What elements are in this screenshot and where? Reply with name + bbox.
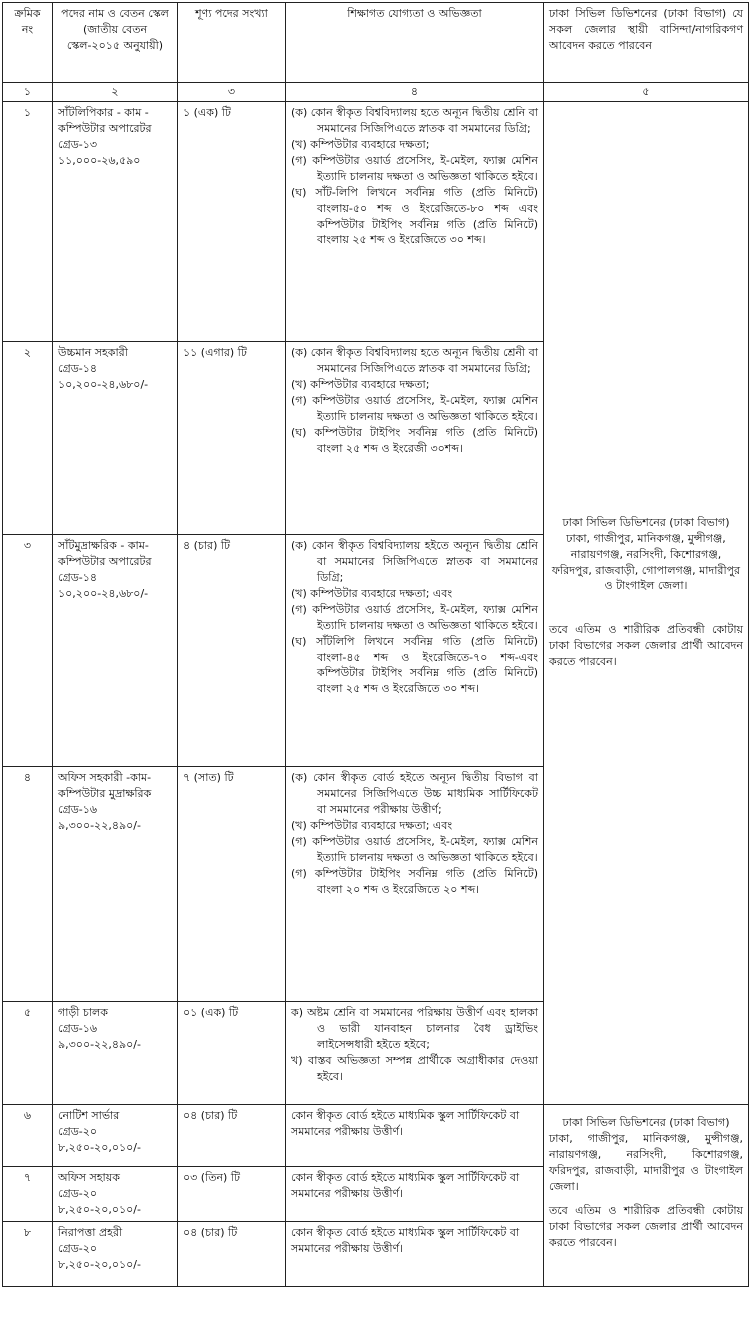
qualifications-cell [286,1166,544,1221]
eligibility-note: তবে এতিম ও শারীরিক প্রতিবন্ধী কোটায় ঢাকা বিভাগের সকল জেলার প্রার্থী আবেদন করতে পারবেন। [549,1203,743,1249]
post-name: উচ্চমান সহকারী [58,345,128,359]
qualification-item: (ক) কোন স্বীকৃত বিশ্ববিদ্যালয় হতে অন্যূন দ্বিতীয় শ্রেনি বা সমমানের সিজিপিএতে স্নাতক বা সমমানের ডিগ্রি; [291,105,538,135]
post-scale: ৮,২৫০-২০,০১০/- [58,1202,141,1216]
eligibility-title: ঢাকা সিভিল ডিভিশনের (ঢাকা বিভাগ) [562,1115,730,1129]
column-number: ৫ [544,83,749,102]
header-post-scale: (জাতীয় বেতন স্কেল-২০১৫ অনুযায়ী) [66,22,164,52]
qualification-item: (গ) কম্পিউটার ওয়ার্ড প্রসেসিং, ই-মেইল, ফ্যাক্স মেশিন ইত্যাদি চালনায় দক্ষতা ও অভিজ্ঞতা থাকিতে হইবে। [291,153,538,183]
qualification-item: (ক) কোন স্বীকৃত বোর্ড হইতে অন্যূন দ্বিতীয় বিভাগ বা সমমানের সিজিপিএতে উচ্চ মাধ্যমিক সার্টিফিকেট বা সমমানের পরীক্ষায় উত্তীর্ণ; [291,770,538,816]
post-cell [53,1104,178,1166]
qualification-item: (খ) কম্পিউটার ব্যবহারে দক্ষতা; [291,137,430,151]
qualification-item: (খ) কম্পিউটার ব্যবহারে দক্ষতা; এবং [291,818,453,832]
qualification-item: (খ) কম্পিউটার ব্যবহারে দক্ষতা; [291,377,430,391]
post-grade: গ্রেড-১৩ [58,137,98,151]
column-number: ৩ [178,83,286,102]
vacancies-cell: ০৪ (চার) টি [178,1221,286,1286]
qualifications-cell [286,1001,544,1104]
post-name: নোটিশ সার্ভার [58,1108,120,1122]
qualifications-cell [286,341,544,534]
serial-cell: ৪ [3,766,53,1001]
header-serial: ক্রমিক নং [3,3,53,83]
qualification-item: (গ) কম্পিউটার ওয়ার্ড প্রসেসিং, ই-মেইল, ফ্যাক্স মেশিন ইত্যাদি চালনায় দক্ষতা ও অভিজ্ঞতা থাকিতে হইবে। [291,834,538,864]
qualification-item: (ক) কোন স্বীকৃত বিশ্ববিদ্যালয় হতে অন্যূন দ্বিতীয় শ্রেনী বা সমমানের সিজিপিএতে স্নাতক বা সমমানের ডিগ্রি; [291,345,538,375]
header-qualifications: শিক্ষাগত যোগ্যতা ও অভিজ্ঞতা [286,3,544,83]
post-cell [53,1221,178,1286]
post-scale: ১০,২০০-২৪,৬৮০/- [58,377,149,391]
serial-cell: ৮ [3,1221,53,1286]
vacancies-cell: ০১ (এক) টি [178,1001,286,1104]
vacancies-cell: ০৩ (তিন) টি [178,1166,286,1221]
qualification-item: (ঘ) কম্পিউটার টাইপিং সর্বনিম্ন গতি (প্রতি মিনিটে) বাংলা ২৫ শব্দ ও ইংরেজী ৩০শব্দ। [291,425,538,455]
post-cell [53,766,178,1001]
header-post [53,3,178,83]
table-row [3,101,749,341]
qualification-item: (গ) কম্পিউটার ওয়ার্ড প্রসেসিং, ই-মেইল, ফ্যাক্স মেশিন ইত্যাদি চালনায় দক্ষতা ও অভিজ্ঞতা থাকিতে হইবে। [291,393,538,423]
post-scale: ৯,৩০০-২২,৪৯০/- [58,1037,141,1051]
qualifications-cell [286,534,544,766]
header-eligibility: ঢাকা সিভিল ডিভিশনের (ঢাকা বিভাগ) যে সকল জেলার স্থায়ী বাসিন্দা/নাগরিকগণ আবেদন করতে পারবেন [544,3,749,83]
serial-cell: ২ [3,341,53,534]
eligibility-cell [544,101,749,1104]
post-grade: গ্রেড-১৬ [58,802,98,816]
post-cell [53,534,178,766]
post-cell [53,1166,178,1221]
header-post-title: পদের নাম ও বেতন স্কেল [61,7,169,20]
vacancies-cell: ০৪ (চার) টি [178,1104,286,1166]
header-row [3,3,749,83]
post-cell [53,1001,178,1104]
serial-cell: ১ [3,101,53,341]
post-grade: গ্রেড-২০ [58,1124,98,1138]
post-grade: গ্রেড-২০ [58,1186,98,1200]
serial-cell: ৫ [3,1001,53,1104]
qualification-item: (ক) কোন স্বীকৃত বিশ্ববিদ্যালয় হইতে অন্যূন দ্বিতীয় শ্রেনি বা সমমানের সিজিপিএতে স্নাতক বা সমমানের ডিগ্রি; [291,538,538,584]
qualification-item: (ঘ) সাঁটলিপি লিখনে সর্বনিম্ন গতি (প্রতি মিনিটে) বাংলা-৪৫ শব্দ ও ইংরেজিতে-৭০ শব্দ-এবং কম্পিউটার টাইপিং সর্বনিম্ন গতি (প্রতি মিনিটে) বাংলা ২৫ শব্দ ও ইংরেজিতে ৩০ শব্দ। [291,634,538,696]
qualifications-cell [286,766,544,1001]
vacancies-cell: ৪ (চার) টি [178,534,286,766]
post-scale: ১১,০০০-২৬,৫৯০ [58,153,141,167]
post-grade: গ্রেড-১৬ [58,1021,98,1035]
post-scale: ৮,২৫০-২০,০১০/- [58,1140,141,1154]
post-name: নিরাপত্তা প্রহরী [58,1225,123,1239]
serial-cell: ৭ [3,1166,53,1221]
qualification-item: খ) বাস্তব অভিজ্ঞতা সম্পন্ন প্রার্থীকে অগ্রাধীকার দেওয়া হইবে। [291,1053,538,1083]
column-number: ৪ [286,83,544,102]
post-scale: ৮,২৫০-২০,০১০/- [58,1257,141,1271]
vacancy-table [2,2,749,1287]
column-number-row [3,83,749,102]
column-number: ২ [53,83,178,102]
vacancies-cell: ১ (এক) টি [178,101,286,341]
post-name: অফিস সহায়ক [58,1170,120,1184]
qualification-item: (ঘ) সাঁট-লিপি লিখনে সর্বনিম্ন গতি (প্রতি মিনিটে) বাংলায়-৫০ শব্দ ও ইংরেজিতে-৮০ শব্দ এবং কম্পিউটার টাইপিং সর্বনিম্ন গতি (প্রতি মিনিটে) বাংলায় ২৫ শব্দ ও ইংরেজিতে ৩০ শব্দ। [291,185,538,247]
post-cell [53,341,178,534]
post-grade: গ্রেড-২০ [58,1241,98,1255]
eligibility-districts: ঢাকা, গাজীপুর, মানিকগঞ্জ, মুন্সীগঞ্জ, নারায়ণগঞ্জ, নরসিংদী, কিশোরগঞ্জ, ফরিদপুর, রাজবাড়ী, মাদারীপুর ও টাংগাইল জেলা। [549,1131,743,1193]
post-name: সাঁটলিপিকার - কাম - কম্পিউটার অপারেটর [58,105,152,135]
header-vacancies: শূণ্য পদের সংখ্যা [178,3,286,83]
table-row [3,1104,749,1166]
eligibility-note: তবে এতিম ও শারীরিক প্রতিবন্ধী কোটায় ঢাকা বিভাগের সকল জেলার প্রার্থী আবেদন করতে পারবেন। [549,623,743,669]
eligibility-districts: ঢাকা, গাজীপুর, মানিকগঞ্জ, মুন্সীগঞ্জ, নারায়ণগঞ্জ, নরসিংদী, কিশোরগঞ্জ, ফরিদপুর, রাজবাড়ী, গোপালগঞ্জ, মাদারীপুর ও টাংগাইল জেলা। [551,531,741,593]
qualification-item: কোন স্বীকৃত বোর্ড হইতে মাধ্যমিক স্কুল সার্টিফিকেট বা সমমানের পরীক্ষায় উত্তীর্ণ। [291,1170,520,1200]
eligibility-title: ঢাকা সিভিল ডিভিশনের (ঢাকা বিভাগ) [562,515,730,529]
post-scale: ১০,২০০-২৪,৬৮০/- [58,586,149,600]
post-name: সাঁটমুদ্রাক্ষরিক - কাম- কম্পিউটার অপারেটর [58,538,152,568]
vacancies-cell: ১১ (এগার) টি [178,341,286,534]
post-cell [53,101,178,341]
serial-cell: ৩ [3,534,53,766]
post-name: অফিস সহকারী -কাম- কম্পিউটার মুদ্রাক্ষরিক [58,770,152,800]
column-number: ১ [3,83,53,102]
serial-cell: ৬ [3,1104,53,1166]
post-name: গাড়ী চালক [58,1005,108,1019]
qualifications-cell [286,1104,544,1166]
qualification-item: (গ) কম্পিউটার ওয়ার্ড প্রসেসিং, ই-মেইল, ফ্যাক্স মেশিন ইত্যাদি চালনায় দক্ষতা ও অভিজ্ঞতা থাকিতে হইবে। [291,602,538,632]
qualification-item: কোন স্বীকৃত বোর্ড হইতে মাধ্যমিক স্কুল সার্টিফিকেট বা সমমানের পরীক্ষায় উত্তীর্ণ। [291,1108,520,1138]
post-scale: ৯,৩০০-২২,৪৯০/- [58,818,141,832]
qualification-item: (খ) কম্পিউটার ব্যবহারে দক্ষতা; এবং [291,586,453,600]
qualification-item: (গ) কম্পিউটার টাইপিং সর্বনিম্ন গতি (প্রতি মিনিটে) বাংলা ২০ শব্দ ও ইংরেজিতে ২০ শব্দ। [291,866,538,896]
vacancies-cell: ৭ (সাত) টি [178,766,286,1001]
post-grade: গ্রেড-১৪ [58,361,98,375]
qualification-item: কোন স্বীকৃত বোর্ড হইতে মাধ্যমিক স্কুল সার্টিফিকেট বা সমমানের পরীক্ষায় উত্তীর্ণ। [291,1225,520,1255]
qualifications-cell [286,101,544,341]
post-grade: গ্রেড-১৪ [58,570,98,584]
qualifications-cell [286,1221,544,1286]
eligibility-cell [544,1104,749,1286]
qualification-item: ক) অষ্টম শ্রেনি বা সমমানের পরিক্ষায় উত্তীর্ণ এবং হালকা ও ভারী যানবাহন চালনার বৈধ ড্রাইভিং লাইসেন্সধারী হইতে হইবে; [291,1005,538,1051]
